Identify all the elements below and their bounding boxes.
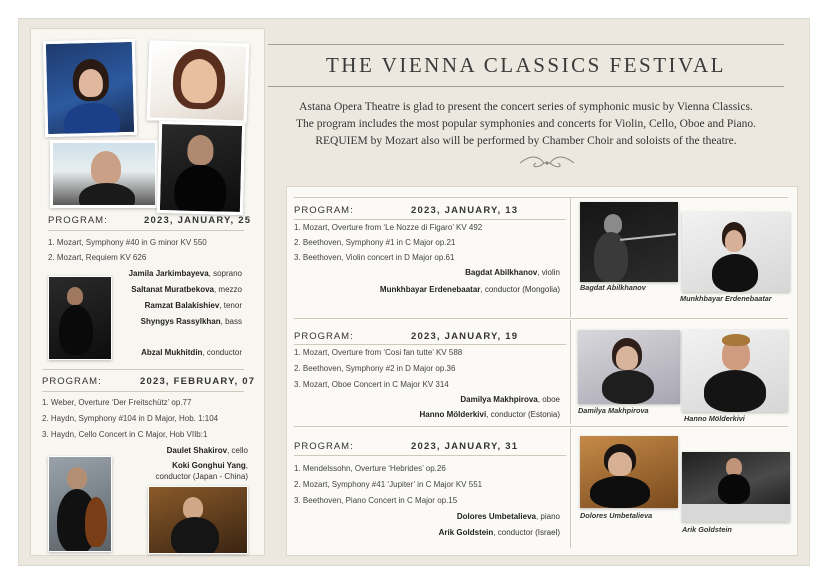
program-item: 2. Beethoven, Symphony #1 in C Major op.21 [294, 238, 456, 247]
photo-conductor-abzal [48, 276, 112, 360]
performer-line: Shyngys Rassylkhan, bass [140, 317, 242, 326]
performer-line: Dolores Umbetalieva, piano [456, 512, 560, 521]
performer-line: Hanno Mölderkivi, conductor (Estonia) [419, 410, 560, 419]
photo-caption: Arik Goldstein [682, 525, 732, 534]
divider [42, 391, 244, 392]
program-item: 3. Beethoven, Piano Concert in C Major op.15 [294, 496, 458, 505]
performer-line: conductor (Japan - China) [155, 472, 248, 481]
divider [294, 219, 566, 220]
photo-soprano [43, 39, 137, 137]
photo-caption: Dolores Umbetalieva [580, 511, 653, 520]
photo-caption: Hanno Mölderkivi [684, 414, 745, 423]
program-item: 2. Mozart, Requiem KV 626 [48, 253, 147, 262]
performer-line: Munkhbayar Erdenebaatar, conductor (Mongolia) [379, 285, 560, 294]
photo-caption: Bagdat Abilkhanov [580, 283, 646, 292]
performer-line: Saltanat Muratbekova, mezzo [131, 285, 242, 294]
title-rule-top [268, 44, 784, 45]
performer-line: Abzal Mukhitdin, conductor [141, 348, 242, 357]
program-item: 3. Mozart, Oboe Concert in C Major KV 314 [294, 380, 449, 389]
photo-tenor [50, 140, 158, 208]
performer-line: Damilya Makhpirova, oboe [460, 395, 560, 404]
photo-mezzo [147, 40, 250, 123]
vertical-divider [570, 197, 571, 317]
program-item: 1. Mendelssohn, Overture ‘Hebrides’ op.26 [294, 464, 446, 473]
photo-conductor-koki [148, 486, 248, 554]
intro-text: Astana Opera Theatre is glad to present the concert series of symphonic music by Vienna Classics. The program includes the most popular symphonies and concerts for Violin, Cello, Oboe and Piano. REQUIEM by Mozart also will be performed by Chamber Choir and soloists of the theatre. [296, 101, 756, 147]
program-date: 2023, JANUARY, 31 [411, 441, 519, 452]
photo-violinist [580, 202, 678, 282]
program-item: 3. Beethoven, Violin concert in D Major op.61 [294, 253, 455, 262]
photo-caption: Damilya Makhpirova [578, 406, 649, 415]
performer-line: Arik Goldstein, conductor (Israel) [438, 528, 560, 537]
program-date: 2023, JANUARY, 19 [411, 331, 519, 342]
program-item: 1. Mozart, Overture from ‘Cosi fan tutte’ KV 588 [294, 348, 463, 357]
program-item: 2. Haydn, Symphony #104 in D Major, Hob. 1:104 [42, 414, 219, 423]
photo-bass [157, 121, 245, 215]
program-label: PROGRAM: [48, 215, 108, 226]
program-item: 2. Mozart, Symphony #41 ‘Jupiter’ in C Major KV 551 [294, 480, 483, 489]
performer-line: Jamila Jarkimbayeva, soprano [128, 269, 242, 278]
divider [294, 344, 566, 345]
performer-line: Ramzat Balakishiev, tenor [144, 301, 242, 310]
divider [294, 455, 566, 456]
vertical-divider [570, 428, 571, 548]
program-date: 2023, JANUARY, 25 [144, 215, 252, 226]
program-label: PROGRAM: [42, 376, 102, 387]
festival-title: THE VIENNA CLASSICS FESTIVAL [325, 53, 726, 77]
performer-line: Daulet Shakirov, cello [166, 446, 248, 455]
divider [294, 426, 788, 427]
program-date: 2023, JANUARY, 13 [411, 205, 519, 216]
program-item: 1. Mozart, Symphony #40 in G minor KV 550 [48, 238, 207, 247]
photo-conductor-arik [682, 452, 790, 522]
photo-oboist [578, 330, 680, 404]
program-item: 1. Mozart, Overture from ‘Le Nozze di Figaro’ KV 492 [294, 223, 483, 232]
program-item: 1. Weber, Overture ‘Der Freitschütz’ op.77 [42, 398, 192, 407]
title-rule-bottom [268, 86, 784, 87]
divider [294, 318, 788, 319]
photo-caption: Munkhbayar Erdenebaatar [680, 294, 772, 303]
program-item: 2. Beethoven, Symphony #2 in D Major op.36 [294, 364, 456, 373]
performer-line: Bagdat Abilkhanov, violin [465, 268, 560, 277]
photo-conductor-munkh [682, 212, 790, 292]
divider [294, 197, 788, 198]
program-date: 2023, FEBRUARY, 07 [140, 376, 256, 387]
photo-pianist [580, 436, 678, 508]
program-label: PROGRAM: [294, 205, 354, 216]
divider [48, 230, 244, 231]
vertical-divider [570, 320, 571, 424]
performer-line: Koki Gonghui Yang, [172, 461, 248, 470]
divider [42, 369, 244, 370]
photo-conductor-hanno [682, 330, 788, 412]
program-label: PROGRAM: [294, 331, 354, 342]
program-item: 3. Haydn, Cello Concert in C Major, Hob VIIb:1 [42, 430, 208, 439]
ornament-icon [516, 155, 578, 171]
program-label: PROGRAM: [294, 441, 354, 452]
photo-cellist [48, 456, 112, 552]
